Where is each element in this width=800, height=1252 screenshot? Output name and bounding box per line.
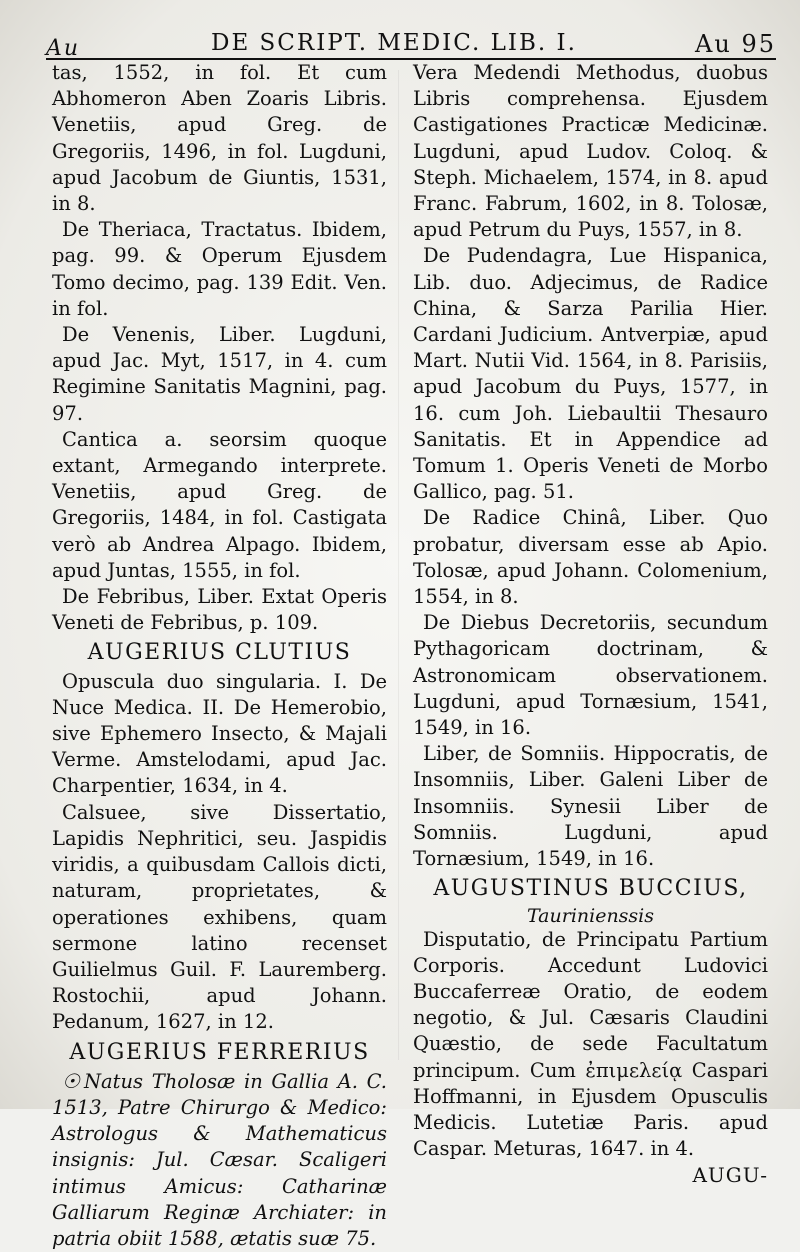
author-origin — [413, 905, 768, 927]
paragraph-text: Vera Medendi Methodus, duobus Libris comprehensa. Ejusdem Castigationes Practicæ Medicinæ. Lugduni, apud Ludov. Coloq. & Steph. Michaelem, 1574, in 8. apud Franc. Fabrum, 1602, in 8. Tolosæ, apud Petrum du Puys, 1557, in 8. — [413, 61, 768, 242]
header-page-mark: Au 95 — [695, 30, 776, 58]
bibliography-entry — [413, 610, 768, 741]
paragraph-text: AUGUSTINUS BUCCIUS, — [433, 876, 748, 902]
entry-continuation — [413, 60, 768, 243]
paragraph-text: AUGU- — [692, 1163, 768, 1188]
bibliography-entry — [52, 800, 387, 1036]
paragraph-text: AUGERIUS CLUTIUS — [87, 640, 352, 666]
paragraph-text: Calsuee, sive Dissertatio, Lapidis Nephritici, seu. Jaspidis viridis, a quibusdam Callois dicti, naturam, proprietates, & operationes exhibens, quam sermone latino recenset Guilielmus Guil. F. Lauremberg. Rostochii, apud Johann. Pedanum, 1627, in 12. — [52, 800, 387, 1034]
author-heading — [52, 640, 387, 666]
bibliography-entry — [52, 584, 387, 636]
paragraph-text: Disputatio, de Principatu Partium Corporis. Accedunt Ludovici Buccaferreæ Oratio, de eodem negotio, & Jul. Cæsaris Claudini Quæstio, de sede Facultatum principum. Cum ἐπιμελείᾳ Caspari Hoffmanni, in Ejusdem Opusculis Medicis. Lutetiæ Paris. apud Caspar. Meturas, 1647. in 4. — [413, 927, 768, 1161]
bibliography-entry — [413, 243, 768, 505]
header-title: DE SCRIPT. MEDIC. LIB. I. — [211, 30, 577, 56]
bibliography-entry — [413, 741, 768, 872]
bibliography-entry — [52, 322, 387, 427]
paragraph-text: Opuscula duo singularia. I. De Nuce Medica. II. De Hemerobio, sive Ephemero Insecto, & Majali Verme. Amstelodami, apud Jac. Charpentier, 1634, in 4. — [52, 669, 387, 798]
biographical-note — [52, 1068, 387, 1252]
left-column — [52, 60, 387, 1252]
header-left-mark: Au — [46, 36, 81, 61]
bibliography-entry — [413, 505, 768, 610]
running-header — [46, 28, 776, 62]
catchword — [413, 1162, 768, 1188]
paragraph-text: De Radice Chinâ, Liber. Quo probatur, diversam esse ab Apio. Tolosæ, apud Johann. Colomenium, 1554, in 8. — [413, 506, 768, 609]
bibliography-entry — [52, 669, 387, 800]
paragraph-text: De Pudendagra, Lue Hispanica, Lib. duo. Adjecimus, de Radice China, & Sarza Parilia Hier. Cardani Judicium. Antverpiæ, apud Mart. Nutii Vid. 1564, in 8. Parisiis, apud Jacobum du Puys, 1577, in 16. cum Joh. Liebaultii Thesauro Sanitatis. Et in Appendice ad Tomum 1. Operis Veneti de Morbo Gallico, pag. 51. — [413, 244, 768, 504]
paragraph-text: Liber, de Somniis. Hippocratis, de Insomniis, Liber. Galeni Liber de Insomniis. Synesii Liber de Somniis. Lugduni, apud Tornæsium, 1549, in 16. — [413, 742, 768, 871]
paragraph-text: Cantica a. seorsim quoque extant, Armegando interprete. Venetiis, apud Greg. de Gregoriis, 1484, in fol. Castigata verò ab Andrea Alpago. Ibidem, apud Juntas, 1555, in fol. — [52, 427, 387, 582]
paragraph-text: De Theriaca, Tractatus. Ibidem, pag. 99. & Operum Ejusdem Tomo decimo, pag. 139 Edit. Ven. in fol. — [52, 218, 387, 320]
paragraph-text: AUGERIUS FERRERIUS — [69, 1039, 370, 1065]
bibliography-entry — [52, 427, 387, 584]
author-heading — [52, 1040, 387, 1066]
right-column — [413, 60, 768, 1189]
entry-continuation — [52, 60, 387, 217]
bibliography-entry — [52, 217, 387, 322]
paragraph-text: Taurinienssis — [526, 904, 655, 927]
gutter — [398, 70, 399, 1060]
bibliography-entry — [413, 927, 768, 1163]
paragraph-text: De Diebus Decretoriis, secundum Pythagoricam doctrinam, & Astronomicam observationem. Lugduni, apud Tornæsium, 1541, 1549, in 16. — [413, 611, 768, 740]
paragraph-text: tas, 1552, in fol. Et cum Abhomeron Aben Zoaris Libris. Venetiis, apud Greg. de Gregoriis, 1496, in fol. Lugduni, apud Jacobum de Giuntis, 1531, in 8. — [52, 61, 387, 216]
paragraph-text: De Febribus, Liber. Extat Operis Veneti de Febribus, p. 109. — [52, 585, 387, 635]
paragraph-text: De Venenis, Liber. Lugduni, apud Jac. Myt, 1517, in 4. cum Regimine Sanitatis Magnini, pag. 97. — [52, 323, 387, 425]
author-heading — [413, 876, 768, 902]
paragraph-text: Natus Tholosæ in Gallia A. C. 1513, Patre Chirurgo & Medico: Astrologus & Mathematicus insignis: Jul. Cæsar. Scaligeri intimus Amicus: Catharinæ Galliarum Reginæ Archiater: in patria obiit 1588, ætatis suæ 75. — [52, 1069, 387, 1250]
sun-symbol-icon: ☉ — [62, 1068, 80, 1093]
